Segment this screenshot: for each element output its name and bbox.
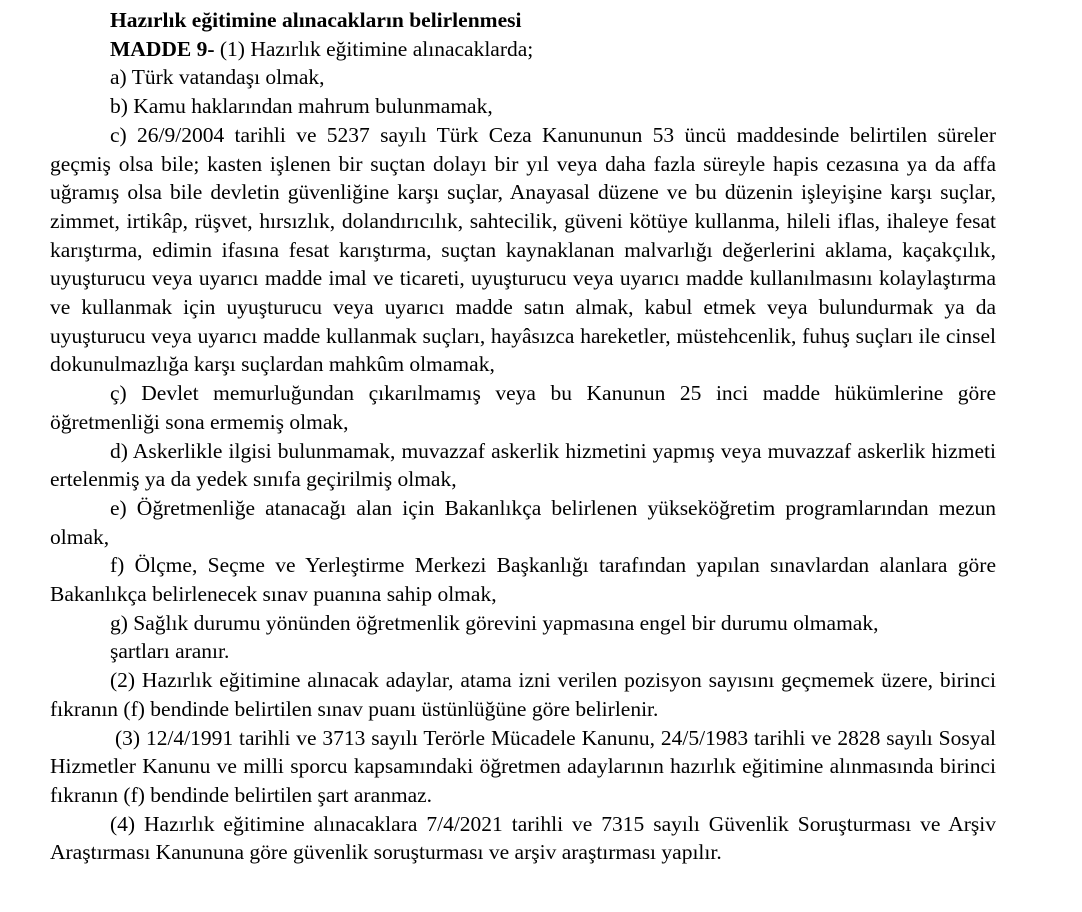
article-intro [50,35,996,64]
article-title: Hazırlık eğitimine alınacakların belirlenmesi [110,8,522,32]
closing-clause: şartları aranır. [110,639,230,664]
item-b: b) Kamu haklarından mahrum bulunmamak, [110,94,493,119]
item-g: g) Sağlık durumu yönünden öğretmenlik görevini yapmasına engel bir durumu olmamak, [110,610,879,635]
paragraph-4: (4) Hazırlık eğitimine alınacaklara 7/4/2021 tarihli ve 7315 sayılı Güvenlik Soruşturması ve Arşiv Araştırması Kanununa göre güvenlik soruşturması ve arşiv araştırması yapılır. [50,811,996,865]
item-e: e) Öğretmenliğe atanacağı alan için Bakanlıkça belirlenen yükseköğretim programlarından mezun olmak, [50,495,996,549]
paragraph-2: (2) Hazırlık eğitimine alınacak adaylar, atama izni verilen pozisyon sayısını geçmemek üzere, birinci fıkranın (f) bendinde belirtilen sınav puanı üstünlüğüne göre belirlenir. [50,668,996,721]
madde-label: MADDE 9- [110,36,215,61]
item-c-cedilla: ç) Devlet memurluğundan çıkarılmamış veya bu Kanunun 25 inci madde hükümlerine göre öğretmenliği sona ermemiş olmak, [50,381,996,434]
intro-text: (1) Hazırlık eğitimine alınacaklarda; [214,36,534,61]
item-f: f) Ölçme, Seçme ve Yerleştirme Merkezi Başkanlığı tarafından yapılan sınavlardan alanlara göre Bakanlıkça belirlenecek sınav puanına sahip olmak, [50,553,996,607]
item-c: c) 26/9/2004 tarihli ve 5237 sayılı Türk Ceza Kanununun 53 üncü maddesinde belirtilen süreler geçmiş olsa bile; kasten işlenen bir suçtan dolayı bir yıl veya daha fazla süreyle hapis cezasına ya da affa uğramış olsa bile devletin güvenliğine karşı suçlar, Anayasal düzene ve bu düzenin işleyişine karşı suçlar, zimmet, irtikâp, rüşvet, hırsızlık, dolandırıcılık, sahtecilik, güveni kötüye kullanma, hileli iflas, ihaleye fesat karıştırma, edimin ifasına fesat karıştırma, suçtan kaynaklanan malvarlığı değerlerini aklama, kaçakçılık, uyuşturucu veya uyarıcı madde imal ve ticareti, uyuşturucu veya uyarıcı madde kullanılmasını kolaylaştırma ve kullanmak için uyuşturucu veya uyarıcı madde satın almak, kabul etmek veya bulundurmak ya da uyuşturucu veya uyarıcı madde kullanmak suçları, hayâsızca hareketler, müstehcenlik, fuhuş suçları ile cinsel dokunulmazlığa karşı suçlardan mahkûm olmamak, [50,122,996,377]
item-a: a) Türk vatandaşı olmak, [110,65,325,90]
document-body [50,6,996,867]
paragraph-3: (3) 12/4/1991 tarihli ve 3713 sayılı Terörle Mücadele Kanunu, 24/5/1983 tarihli ve 2828 sayılı Sosyal Hizmetler Kanunu ve milli sporcu kapsamındaki öğretmen adaylarının hazırlık eğitimine alınmasında birinci fıkranın (f) bendinde belirtilen şart aranmaz. [50,725,996,807]
item-d: d) Askerlikle ilgisi bulunmamak, muvazzaf askerlik hizmetini yapmış veya muvazzaf askerlik hizmeti ertelenmiş ya da yedek sınıfa geçirilmiş olmak, [50,438,996,492]
